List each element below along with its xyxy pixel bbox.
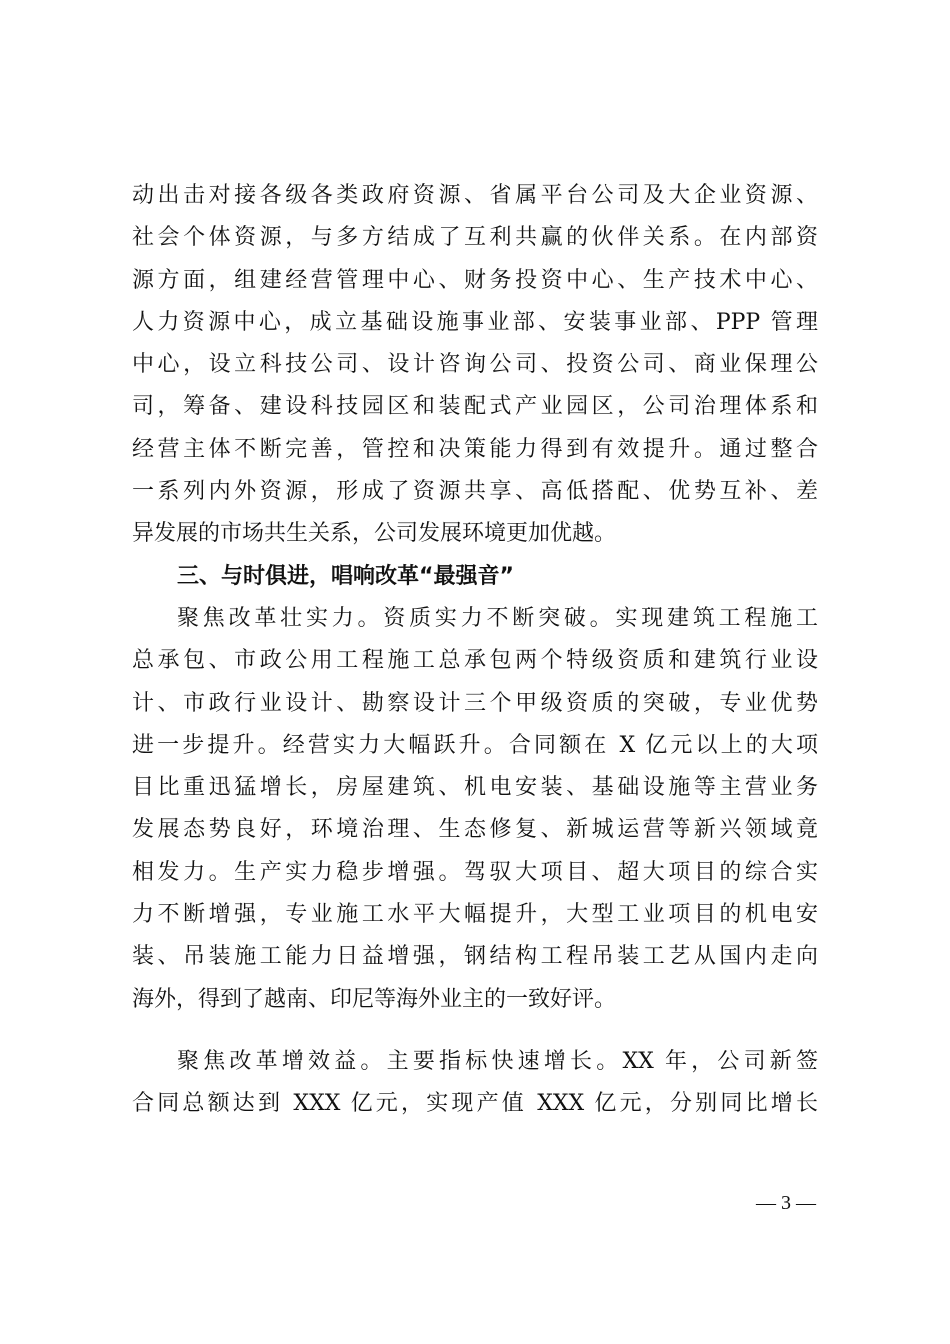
text-line: 司，筹备、建设科技园区和装配式产业园区，公司治理体系和	[132, 394, 818, 420]
paragraph-reform-benefit	[132, 1041, 818, 1126]
page-number: — 3 —	[756, 1192, 816, 1214]
text-line: 人力资源中心，成立基础设施事业部、安装事业部、PPP 管理	[132, 309, 818, 335]
text-line: 聚焦改革壮实力。资质实力不断突破。实现建筑工程施工	[177, 605, 818, 631]
text-line: 中心，设立科技公司、设计咨询公司、投资公司、商业保理公	[132, 352, 818, 378]
paragraph-resources	[132, 175, 818, 556]
paragraph-gap	[132, 1021, 818, 1041]
paragraph-reform-strength	[132, 598, 818, 1021]
text-line: 装、吊装施工能力日益增强，钢结构工程吊装工艺从国内走向	[132, 944, 818, 970]
text-line: 目比重迅猛增长，房屋建筑、机电安装、基础设施等主营业务	[132, 775, 818, 801]
text-line: 力不断增强，专业施工水平大幅提升，大型工业项目的机电安	[132, 902, 818, 928]
text-line: 相发力。生产实力稳步增强。驾驭大项目、超大项目的综合实	[132, 859, 818, 885]
text-line: 异发展的市场共生关系，公司发展环境更加优越。	[132, 521, 617, 547]
text-line: 进一步提升。经营实力大幅跃升。合同额在 X 亿元以上的大项	[132, 732, 818, 758]
text-line: 总承包、市政公用工程施工总承包两个特级资质和建筑行业设	[132, 648, 818, 674]
section-heading: 三、与时俱进，唱响改革“最强音”	[177, 563, 514, 589]
text-line: 经营主体不断完善，管控和决策能力得到有效提升。通过整合	[132, 436, 818, 462]
text-line: 聚焦改革增效益。主要指标快速增长。XX 年，公司新签	[177, 1048, 818, 1074]
text-line: 社会个体资源，与多方结成了互利共赢的伙伴关系。在内部资	[132, 225, 818, 251]
text-line: 一系列内外资源，形成了资源共享、高低搭配、优势互补、差	[132, 479, 818, 505]
text-line: 合同总额达到 XXX 亿元，实现产值 XXX 亿元，分别同比增长	[132, 1091, 818, 1117]
body-text	[132, 175, 818, 1126]
text-line: 发展态势良好，环境治理、生态修复、新城运营等新兴领域竟	[132, 817, 818, 843]
text-line: 海外，得到了越南、印尼等海外业主的一致好评。	[132, 986, 617, 1012]
text-line: 动出击对接各级各类政府资源、省属平台公司及大企业资源、	[132, 183, 818, 208]
text-line: 计、市政行业设计、勘察设计三个甲级资质的突破，专业优势	[132, 690, 818, 716]
text-line: 源方面，组建经营管理中心、财务投资中心、生产技术中心、	[132, 267, 818, 293]
